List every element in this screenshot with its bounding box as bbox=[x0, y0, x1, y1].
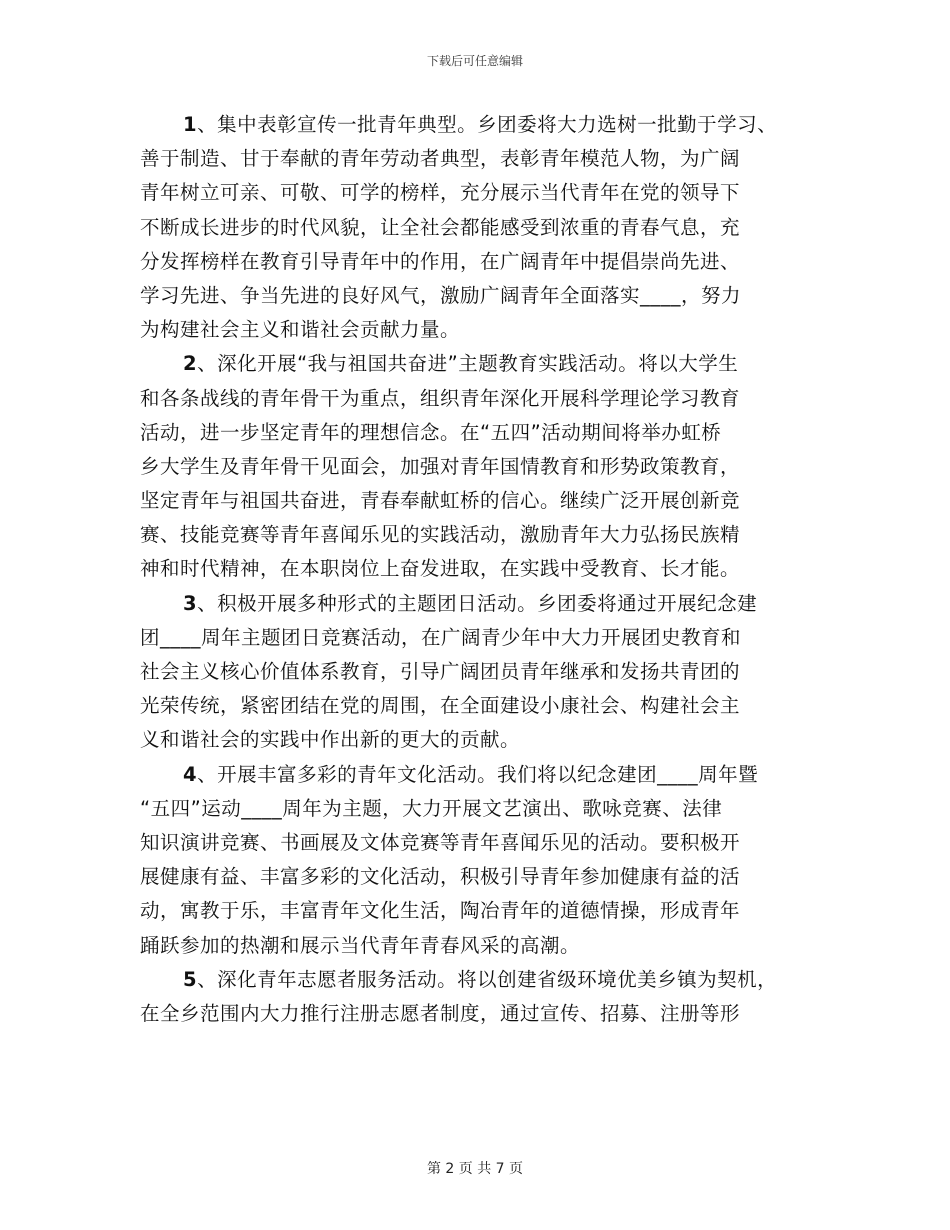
paragraph-line bbox=[140, 518, 810, 552]
paragraph-text: 善于制造、甘于奉献的青年劳动者典型，表彰青年模范人物，为广阔 bbox=[140, 147, 741, 171]
paragraph-text: 坚定青年与祖国共奋进，青春奉献虹桥的信心。继续广泛开展创新竞 bbox=[140, 489, 741, 513]
paragraph-line bbox=[140, 279, 810, 313]
paragraph-text: “五四”运动____周年为主题，大力开展文艺演出、歌咏竞赛、法律 bbox=[140, 796, 723, 820]
paragraph-line bbox=[140, 176, 810, 210]
paragraph-text: 、开展丰富多彩的青年文化活动。我们将以纪念建团____周年暨 bbox=[197, 762, 759, 786]
paragraph-text: 在全乡范围内大力推行注册志愿者制度，通过宣传、招募、注册等形 bbox=[140, 1001, 741, 1025]
page-number: 第 2 页 共 7 页 bbox=[426, 1161, 524, 1177]
paragraph-text: 、深化青年志愿者服务活动。将以创建省级环境优美乡镇为契机， bbox=[197, 967, 778, 991]
paragraph-first-line bbox=[140, 758, 810, 792]
paragraph-text: 光荣传统，紧密团结在党的周围，在全面建设小康社会、构建社会主 bbox=[140, 694, 741, 718]
paragraph-line bbox=[140, 211, 810, 245]
paragraph-text: 社会主义核心价值体系教育，引导广阔团员青年继承和发扬共青团的 bbox=[140, 660, 741, 683]
paragraph-line bbox=[140, 552, 810, 586]
paragraph-text: 赛、技能竞赛等青年喜闻乐见的实践活动，激励青年大力弘扬民族精 bbox=[140, 523, 741, 547]
paragraph-line bbox=[140, 860, 810, 894]
paragraph-text: 、集中表彰宣传一批青年典型。乡团委将大力选树一批勤于学习、 bbox=[197, 113, 778, 136]
paragraph-text: 分发挥榜样在教育引导青年中的作用，在广阔青年中提倡崇尚先进、 bbox=[140, 249, 741, 273]
page-header-note: 下载后可任意编辑 bbox=[426, 54, 523, 68]
paragraph-text: 和各条战线的青年骨干为重点，组织青年深化开展科学理论学习教育 bbox=[140, 386, 741, 410]
paragraph-line bbox=[140, 382, 810, 416]
paragraph-text: 学习先进、争当先进的良好风气，激励广阔青年全面落实____，努力 bbox=[140, 283, 742, 307]
paragraph-text: 团____周年主题团日竞赛活动，在广阔青少年中大力开展团史教育和 bbox=[140, 625, 742, 649]
paragraph-number: 5 bbox=[183, 967, 198, 991]
paragraph-text: 不断成长进步的时代风貌，让全社会都能感受到浓重的青春气息，充 bbox=[140, 215, 741, 239]
paragraph-line bbox=[140, 894, 810, 928]
paragraph-line bbox=[140, 929, 810, 963]
paragraph-number: 2 bbox=[183, 352, 198, 376]
paragraph-text: 青年树立可亲、可敬、可学的榜样，充分展示当代青年在党的领导下 bbox=[140, 181, 741, 205]
paragraph-text: 为构建社会主义和谐社会贡献力量。 bbox=[140, 318, 461, 342]
paragraph-line bbox=[140, 689, 810, 723]
paragraph-text: 知识演讲竞赛、书画展及文体竞赛等青年喜闻乐见的活动。要积极开 bbox=[140, 830, 741, 854]
paragraph-line bbox=[140, 450, 810, 484]
paragraph-text: 动，寓教于乐，丰富青年文化生活，陶冶青年的道德情操，形成青年 bbox=[140, 899, 741, 923]
paragraph-line bbox=[140, 997, 810, 1031]
document-body bbox=[140, 108, 810, 1031]
paragraph-number: 4 bbox=[183, 762, 198, 786]
paragraph-line bbox=[140, 723, 810, 757]
paragraph-line bbox=[140, 245, 810, 279]
paragraph-text: 展健康有益、丰富多彩的文化活动，积极引导青年参加健康有益的活 bbox=[140, 865, 741, 889]
paragraph-number: 3 bbox=[183, 591, 198, 615]
paragraph-line bbox=[140, 792, 810, 826]
paragraph-text: 义和谐社会的实践中作出新的更大的贡献。 bbox=[140, 728, 521, 752]
paragraph-line bbox=[140, 655, 810, 689]
paragraph-text: 踊跃参加的热潮和展示当代青年青春风采的高潮。 bbox=[140, 933, 581, 957]
paragraph-first-line bbox=[140, 963, 810, 997]
paragraph-line bbox=[140, 484, 810, 518]
paragraph-line bbox=[140, 313, 810, 347]
paragraph-text: 乡大学生及青年骨干见面会，加强对青年国情教育和形势政策教育， bbox=[140, 454, 741, 478]
paragraph-number: 1 bbox=[183, 113, 198, 136]
paragraph-line bbox=[140, 826, 810, 860]
paragraph-first-line bbox=[140, 347, 810, 381]
paragraph-first-line bbox=[140, 108, 810, 142]
paragraph-line bbox=[140, 142, 810, 176]
paragraph-text: 神和时代精神，在本职岗位上奋发进取，在实践中受教育、长才能。 bbox=[140, 557, 741, 581]
paragraph-line bbox=[140, 416, 810, 450]
paragraph-text: 、深化开展“我与祖国共奋进”主题教育实践活动。将以大学生 bbox=[197, 352, 739, 376]
paragraph-line bbox=[140, 621, 810, 655]
paragraph-text: 活动，进一步坚定青年的理想信念。在“五四”活动期间将举办虹桥 bbox=[140, 420, 722, 444]
paragraph-text: 、积极开展多种形式的主题团日活动。乡团委将通过开展纪念建 bbox=[197, 591, 758, 615]
paragraph-first-line bbox=[140, 587, 810, 621]
